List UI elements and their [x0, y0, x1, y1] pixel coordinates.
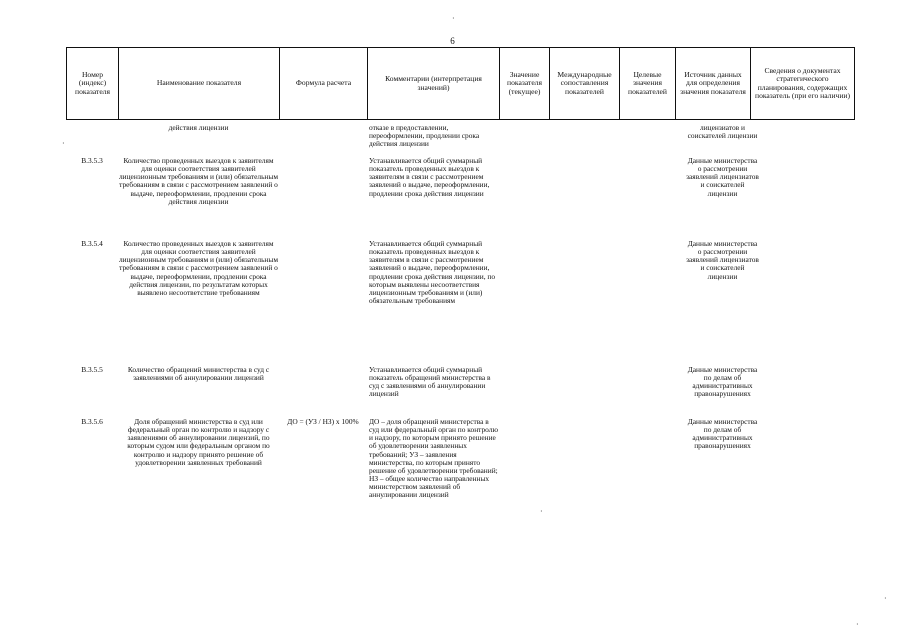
- row-comment: Устанавливается общий суммарный показатель проведенных выездов к заявителям в связи с рассмотрением заявлений о выдаче, переоформлении, продлении срока действия лицензии, по которым выявлены несоответствия лицензионным требованиям и (или) обязательным требованиям: [369, 239, 496, 306]
- row-comment: ДО – доля обращений министерства в суд или федеральный орган по контролю и надзору, по которым принято решение об удовлетворении заявленных требований; УЗ – заявления министерства, по которым принято решение об удовлетворении требований; НЗ – общее количество направленных министерством заявлений об аннулировании лицензий: [369, 417, 498, 500]
- row-name: Доля обращений министерства в суд или федеральный орган по контролю и надзору с заявлениями об аннулировании лицензий, по которым судом или федеральным органом по контролю и надзору принято решение об удовлетворении заявленных требований: [127, 417, 270, 467]
- header-current-value: Значение показателя (текущее): [500, 48, 550, 120]
- continuation-name: действия лицензии: [168, 123, 229, 132]
- row-code: В.3.5.4: [81, 239, 103, 248]
- row-name: Количество проведенных выездов к заявителям для оценки соответствия заявителей лицензионным требованиям и (или) обязательным требованиям в связи с рассмотрением заявлений о выдаче, переоформлении, продлении срока действия лицензии, по результатам которых выявлено несоответствие требованиям: [118, 239, 279, 297]
- indicator-table-header: [66, 47, 855, 120]
- scan-speck: ·: [62, 139, 65, 148]
- row-code: В.3.5.5: [81, 365, 103, 374]
- header-name: Наименование показателя: [119, 48, 280, 120]
- row-source: Данные министерства о рассмотрении заявлений лицензиатов и соискателей лицензии: [686, 156, 759, 198]
- row-source: Данные министерства о рассмотрении заявлений лицензиатов и соискателей лицензии: [686, 239, 759, 281]
- row-formula: ДО = (УЗ / НЗ) х 100%: [287, 417, 359, 426]
- header-international: Международные сопоставления показателей: [550, 48, 620, 120]
- header-documents: Сведения о документах стратегического планирования, содержащих показатель (при его наличии): [751, 48, 855, 120]
- row-source: Данные министерства по делам об административных правонарушениях: [687, 365, 758, 399]
- continuation-comment: отказе в предоставлении, переоформлении, продлении срока действия лицензии: [369, 123, 480, 149]
- continuation-source: лицензиатов и соискателей лицензии: [687, 123, 758, 141]
- scan-speck: ·: [452, 14, 455, 23]
- row-source: Данные министерства по делам об административных правонарушениях: [687, 417, 758, 451]
- header-target: Целевые значения показателей: [620, 48, 676, 120]
- header-source: Источник данных для определения значения показателя: [676, 48, 751, 120]
- scan-speck: ·: [856, 620, 859, 629]
- scan-speck: ·: [884, 594, 887, 603]
- row-comment: Устанавливается общий суммарный показатель обращений министерства в суд с заявлениями об аннулировании лицензий: [369, 365, 491, 399]
- header-formula: Формула расчета: [280, 48, 368, 120]
- header-number: Номер (индекс) показателя: [67, 48, 119, 120]
- scan-speck: ·: [540, 507, 543, 516]
- page-number: 6: [450, 36, 455, 46]
- row-name: Количество проведенных выездов к заявителям для оценки соответствия заявителей лицензионным требованиям и (или) обязательным требованиям в связи с рассмотрением заявлений о выдаче, переоформлении, продлении срока действия лицензии: [118, 156, 279, 206]
- row-code: В.3.5.6: [81, 417, 103, 426]
- row-code: В.3.5.3: [81, 156, 103, 165]
- row-name: Количество обращений министерства в суд с заявлениями об аннулировании лицензий: [127, 365, 270, 383]
- row-comment: Устанавливается общий суммарный показатель проведенных выездов к заявителям в связи с рассмотрением заявлений о выдаче, переоформлении, продлении срока действия лицензии: [369, 156, 490, 198]
- header-comments: Комментарии (интерпретация значений): [368, 48, 500, 120]
